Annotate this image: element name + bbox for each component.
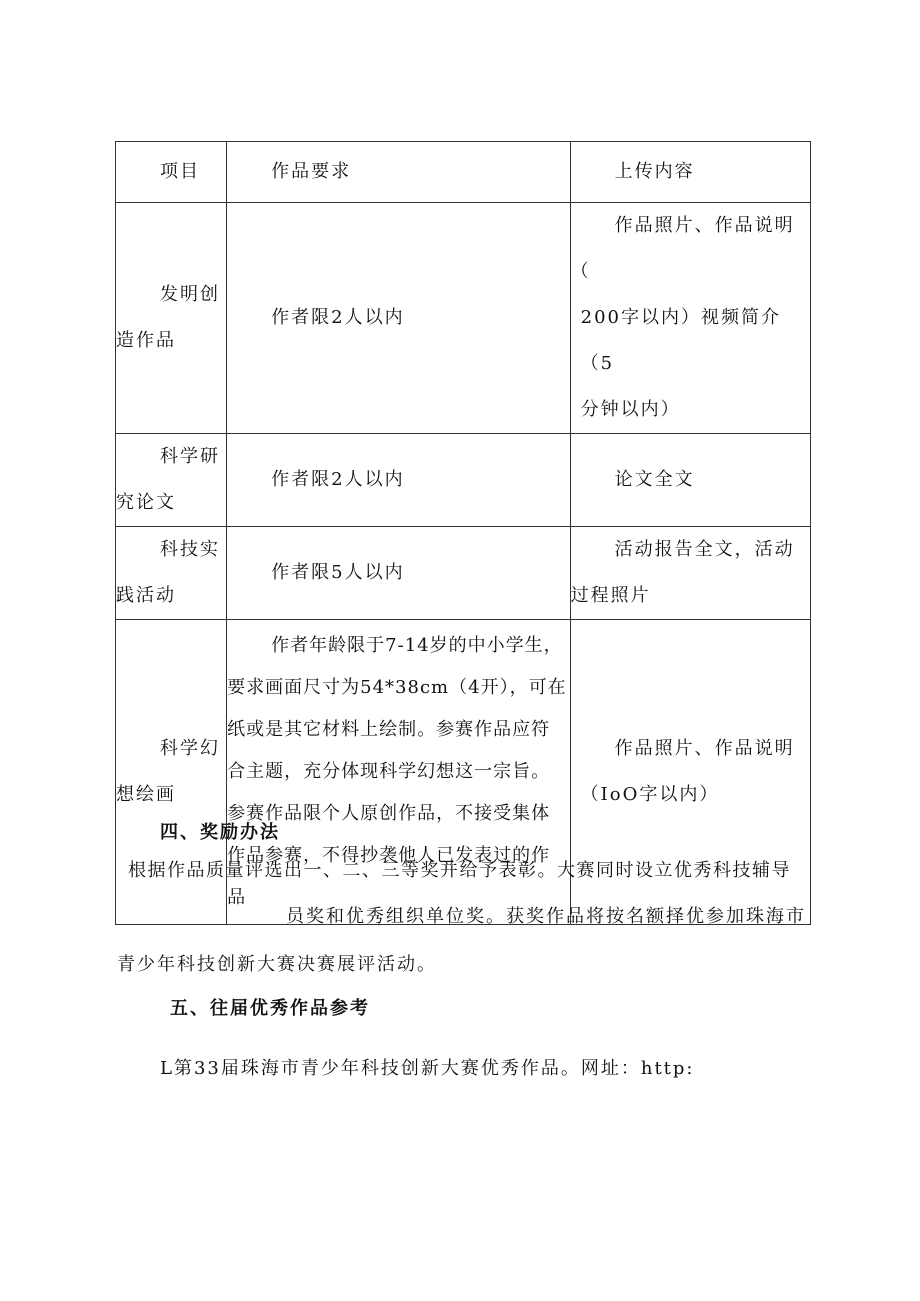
- upload-line: 活动报告全文，活动: [614, 539, 795, 560]
- section4-paragraph-line: 根据作品质量评选出一、二、三等奖并给予表彰。大赛同时设立优秀科技辅导: [128, 860, 791, 881]
- section4-paragraph-line: 青少年科技创新大赛决赛展评活动。: [117, 954, 437, 975]
- requirement-line: 合主题，充分体现科学幻想这一宗旨。: [227, 761, 551, 782]
- upload-line: 分钟以内）: [580, 399, 681, 420]
- item-line: 究论文: [116, 492, 176, 513]
- item-cell: [116, 527, 227, 620]
- upload-cell: [570, 203, 810, 434]
- item-line: 科学幻: [160, 738, 220, 759]
- upload-line: 作品照片、作品说明（: [570, 215, 795, 282]
- item-line: 发明创: [160, 284, 220, 305]
- table-row: [116, 434, 811, 527]
- item-line: 践活动: [116, 585, 176, 606]
- requirement-cell: 作者限2人以内: [227, 434, 570, 527]
- requirement-line: 作者年龄限于7-14岁的中小学生，: [271, 635, 563, 656]
- item-cell: [116, 203, 227, 434]
- section4-heading: 四、奖励办法: [160, 822, 280, 843]
- item-line: 造作品: [116, 330, 176, 351]
- requirement-cell: 作者限2人以内: [227, 203, 570, 434]
- requirement-line: 要求画面尺寸为54*38cm（4开），可在: [227, 677, 567, 698]
- upload-cell: 论文全文: [570, 434, 810, 527]
- requirement-line: 参赛作品限个人原创作品，不接受集体: [227, 803, 551, 824]
- header-item: 项目: [116, 142, 227, 203]
- item-line: 科学研: [160, 446, 220, 467]
- requirement-cell: 作者限5人以内: [227, 527, 570, 620]
- requirement-line: 作品参赛，不得抄袭他人已发表过的作: [227, 845, 551, 866]
- item-line: 科技实: [160, 539, 220, 560]
- table-row: [116, 527, 811, 620]
- upload-line: 作品照片、作品说明: [614, 738, 795, 759]
- section5-reference: L第33届珠海市青少年科技创新大赛优秀作品。网址：http:: [160, 1058, 695, 1079]
- table-header-row: [116, 142, 811, 203]
- section4-paragraph-line: 员奖和优秀组织单位奖。获奖作品将按名额择优参加珠海市: [286, 906, 806, 927]
- upload-line: 过程照片: [570, 585, 651, 606]
- requirements-table: [115, 141, 811, 925]
- upload-line: 200字以内）视频简介（5: [580, 307, 781, 374]
- header-requirement: 作品要求: [227, 142, 570, 203]
- upload-cell: [570, 527, 810, 620]
- item-cell: [116, 434, 227, 527]
- requirement-line: 纸或是其它材料上绘制。参赛作品应符: [227, 719, 551, 740]
- header-upload: 上传内容: [570, 142, 810, 203]
- upload-line: （IoO字以内）: [580, 784, 720, 805]
- requirement-line: 品: [227, 887, 247, 908]
- item-line: 想绘画: [116, 784, 176, 805]
- table-row: [116, 203, 811, 434]
- section5-heading: 五、往届优秀作品参考: [170, 998, 370, 1019]
